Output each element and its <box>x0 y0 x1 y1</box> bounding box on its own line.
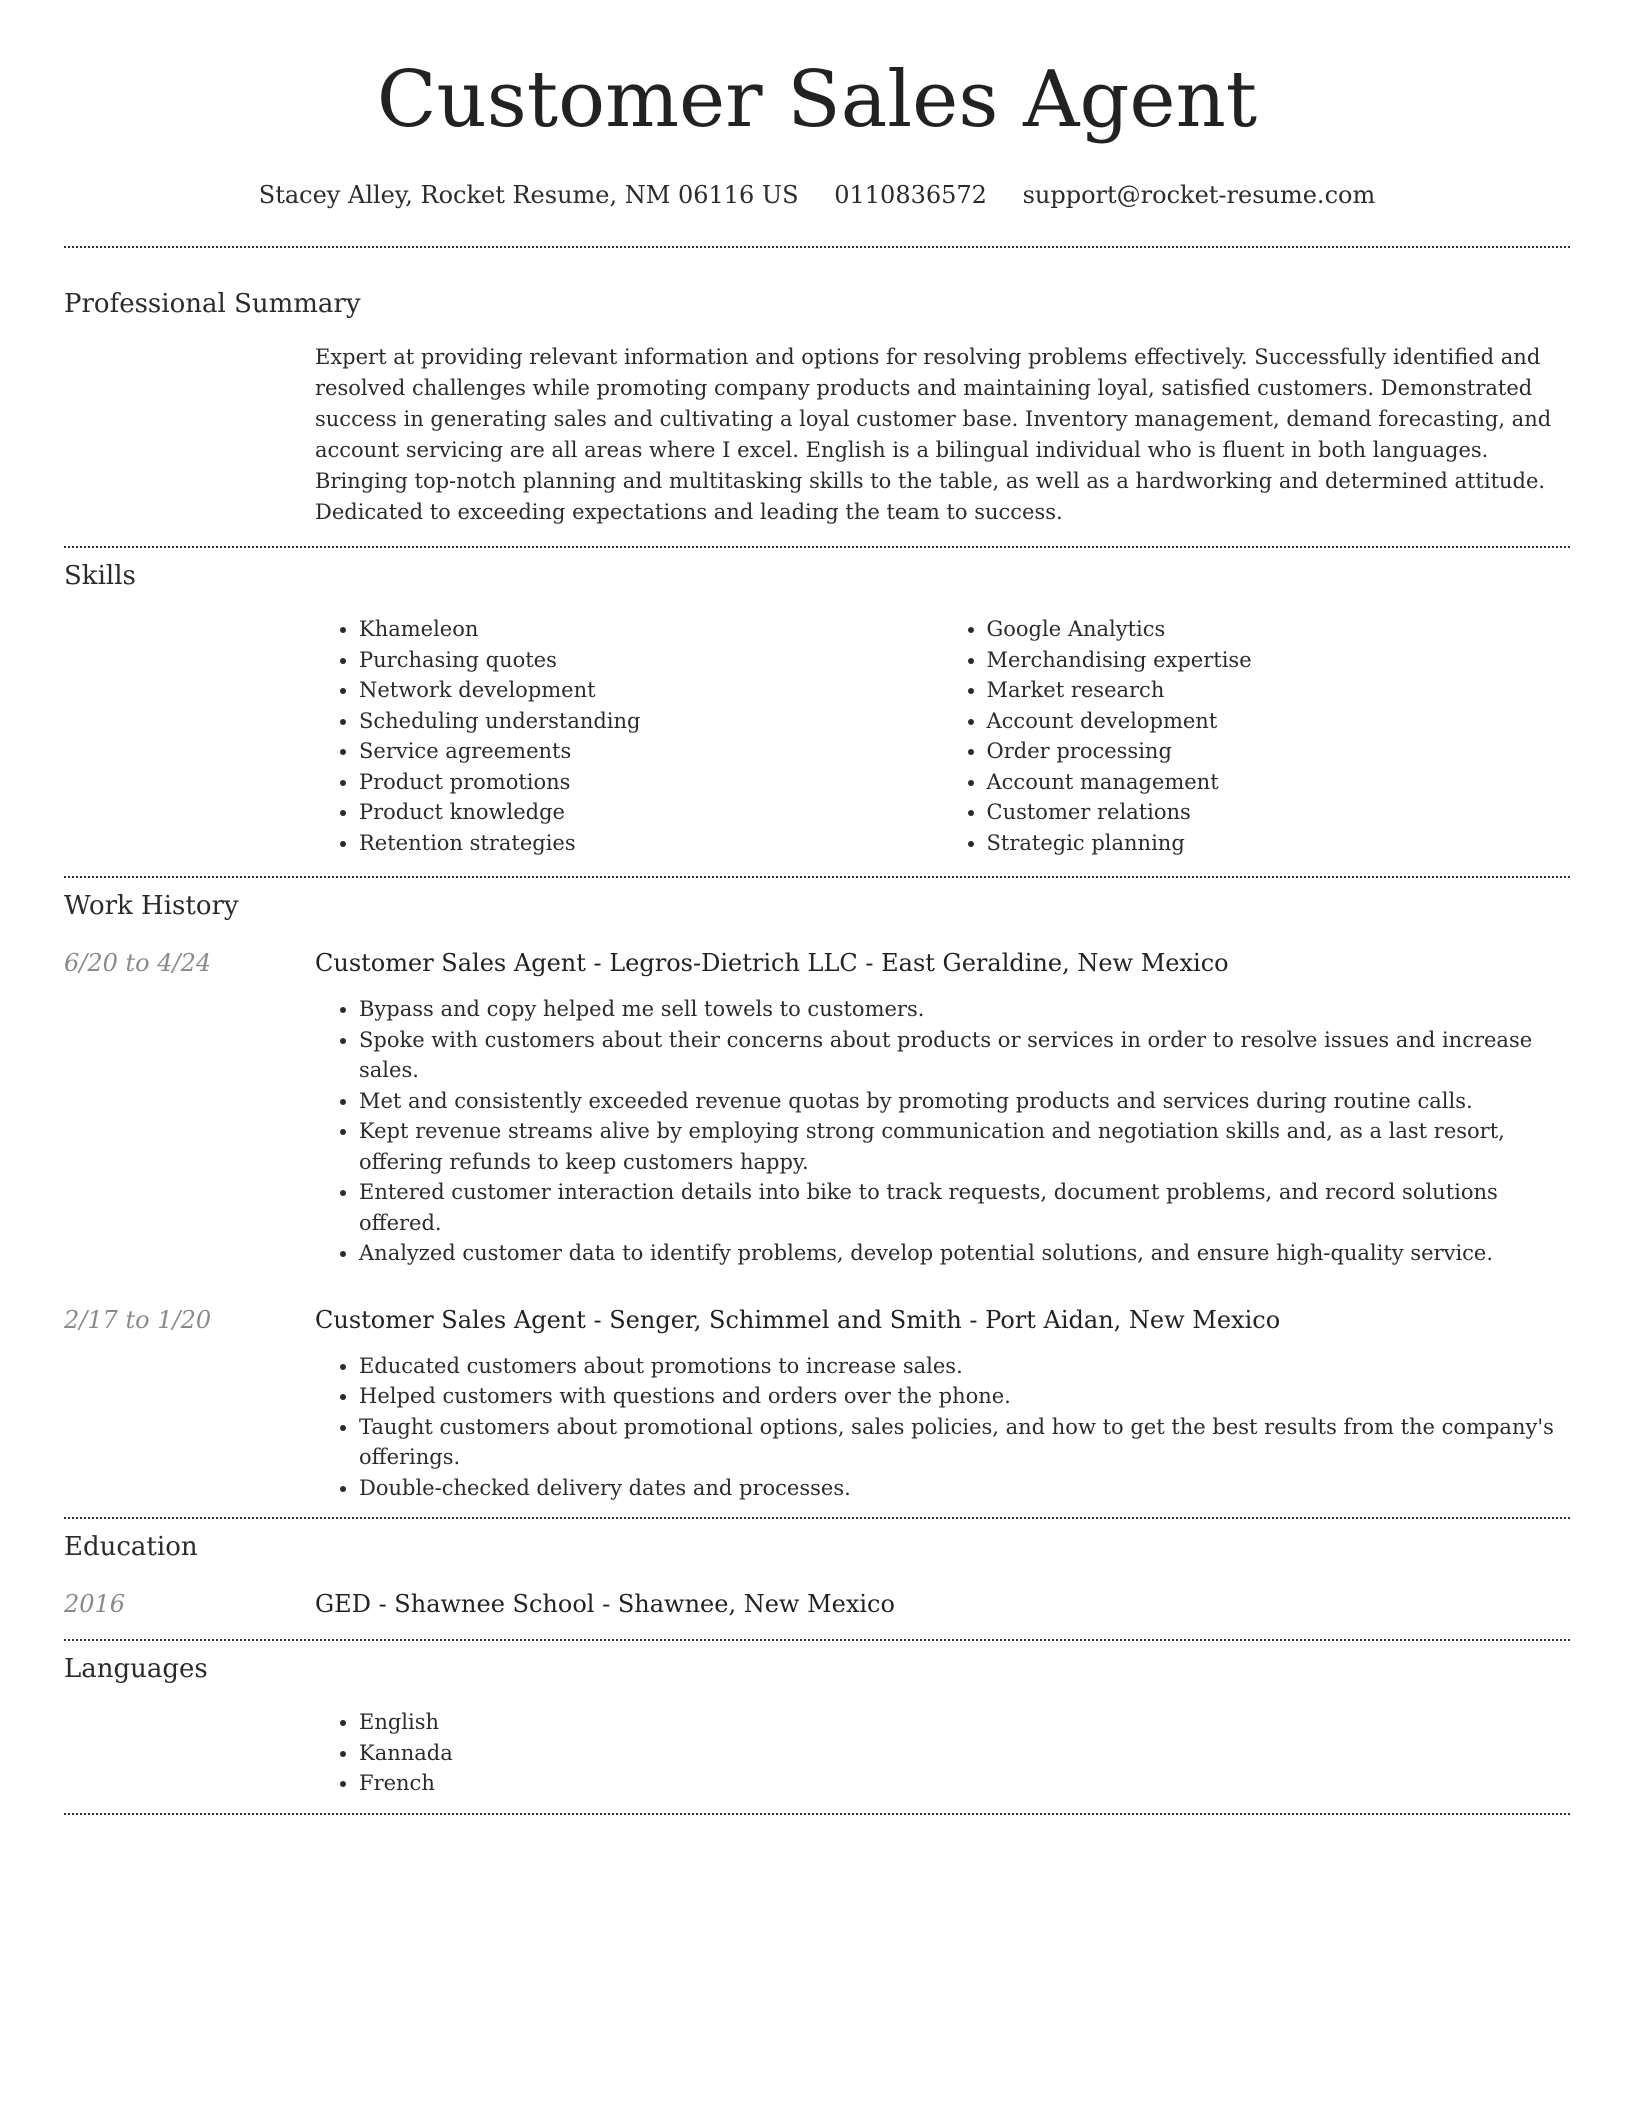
languages-section <box>64 1653 1570 1799</box>
job-dates: 2/17 to 1/20 <box>64 1305 212 1334</box>
skill-item: • Merchandising expertise <box>987 645 1571 676</box>
job-bullets <box>315 1351 1570 1504</box>
skills-title: Skills <box>64 561 136 591</box>
skill-item: • Customer relations <box>987 797 1571 828</box>
job-bullets <box>315 994 1570 1269</box>
skill-item: • Order processing <box>987 736 1571 767</box>
summary-text: Expert at providing relevant information and options for resolving problems effectively. Successfully identified and resolved challenges while promoting company products and maintaining loyal, satisfied customers. Demonstrated success in generating sales and cultivating a loyal customer base. Inventory management, demand forecasting, and account servicing are all areas where I excel. English is a bilingual individual who is fluent in both languages. Bringing top-notch planning and multitasking skills to the table, as well as a hardworking and determined attitude. Dedicated to exceeding expectations and leading the team to success. <box>315 345 1552 524</box>
summary-section <box>64 288 1570 528</box>
job-title: Customer Sales Agent - Legros-Dietrich LLC - East Geraldine, New Mexico <box>315 949 1229 977</box>
skill-item: • Product promotions <box>359 767 943 798</box>
skill-item: • Scheduling understanding <box>359 706 943 737</box>
work-section <box>64 890 1570 1503</box>
skill-item: • Purchasing quotes <box>359 645 943 676</box>
education-degree: GED - Shawnee School - Shawnee, New Mexico <box>315 1590 895 1618</box>
job-entry <box>64 948 1570 1269</box>
job-body <box>315 948 1570 1269</box>
divider <box>64 246 1570 248</box>
contact-email: support@rocket-resume.com <box>1022 181 1376 209</box>
education-section <box>64 1531 1570 1619</box>
divider <box>64 546 1570 548</box>
job-bullet: • Helped customers with questions and orders over the phone. <box>359 1381 1570 1412</box>
job-bullet: • Double-checked delivery dates and processes. <box>359 1473 1570 1504</box>
job-bullet: • Kept revenue streams alive by employing strong communication and negotiation skills and, as a last resort, offering refunds to keep customers happy. <box>359 1116 1570 1177</box>
job-title: Customer Sales Agent - Senger, Schimmel and Smith - Port Aidan, New Mexico <box>315 1305 1281 1334</box>
language-item: • French <box>359 1768 1570 1799</box>
skill-item: • Strategic planning <box>987 828 1571 859</box>
education-title: Education <box>64 1532 198 1562</box>
job-bullet: • Bypass and copy helped me sell towels to customers. <box>359 994 1570 1025</box>
job-bullet: • Analyzed customer data to identify problems, develop potential solutions, and ensure high-quality service. <box>359 1238 1570 1269</box>
work-title: Work History <box>64 891 239 921</box>
skill-item: • Account management <box>987 767 1571 798</box>
job-bullet: • Met and consistently exceeded revenue quotas by promoting products and services during routine calls. <box>359 1086 1570 1117</box>
skills-section <box>64 560 1570 858</box>
contact-line <box>64 180 1570 210</box>
education-entry <box>64 1589 1570 1619</box>
resume-name: Customer Sales Agent <box>376 55 1258 145</box>
job-bullet: • Educated customers about promotions to increase sales. <box>359 1351 1570 1382</box>
divider <box>64 1813 1570 1815</box>
skill-item: • Market research <box>987 675 1571 706</box>
language-item: • Kannada <box>359 1738 1570 1769</box>
contact-phone: 0110836572 <box>834 181 987 209</box>
job-bullet: • Entered customer interaction details into bike to track requests, document problems, and record solutions offered. <box>359 1177 1570 1238</box>
job-body <box>315 1305 1570 1504</box>
language-item: • English <box>359 1707 1570 1738</box>
skill-item: • Account development <box>987 706 1571 737</box>
skill-item: • Network development <box>359 675 943 706</box>
job-bullet: • Spoke with customers about their concerns about products or services in order to resolve issues and increase sales. <box>359 1025 1570 1086</box>
languages-list <box>315 1707 1570 1799</box>
skill-item: • Retention strategies <box>359 828 943 859</box>
divider <box>64 1639 1570 1641</box>
resume-page <box>64 0 1570 1815</box>
divider <box>64 876 1570 878</box>
job-bullet: • Taught customers about promotional options, sales policies, and how to get the best results from the company's offerings. <box>359 1412 1570 1473</box>
skill-item: • Google Analytics <box>987 614 1571 645</box>
summary-title: Professional Summary <box>64 289 361 319</box>
job-entry <box>64 1305 1570 1504</box>
education-body <box>315 1589 1570 1619</box>
skills-list-right <box>943 614 1571 858</box>
job-dates: 6/20 to 4/24 <box>64 949 212 977</box>
skill-item: • Khameleon <box>359 614 943 645</box>
contact-address: Stacey Alley, Rocket Resume, NM 06116 US <box>258 181 799 209</box>
skills-list-left <box>315 614 943 858</box>
education-year: 2016 <box>64 1590 126 1618</box>
skills-grid <box>315 614 1570 858</box>
divider <box>64 1517 1570 1519</box>
skill-item: • Service agreements <box>359 736 943 767</box>
languages-title: Languages <box>64 1654 208 1684</box>
skill-item: • Product knowledge <box>359 797 943 828</box>
